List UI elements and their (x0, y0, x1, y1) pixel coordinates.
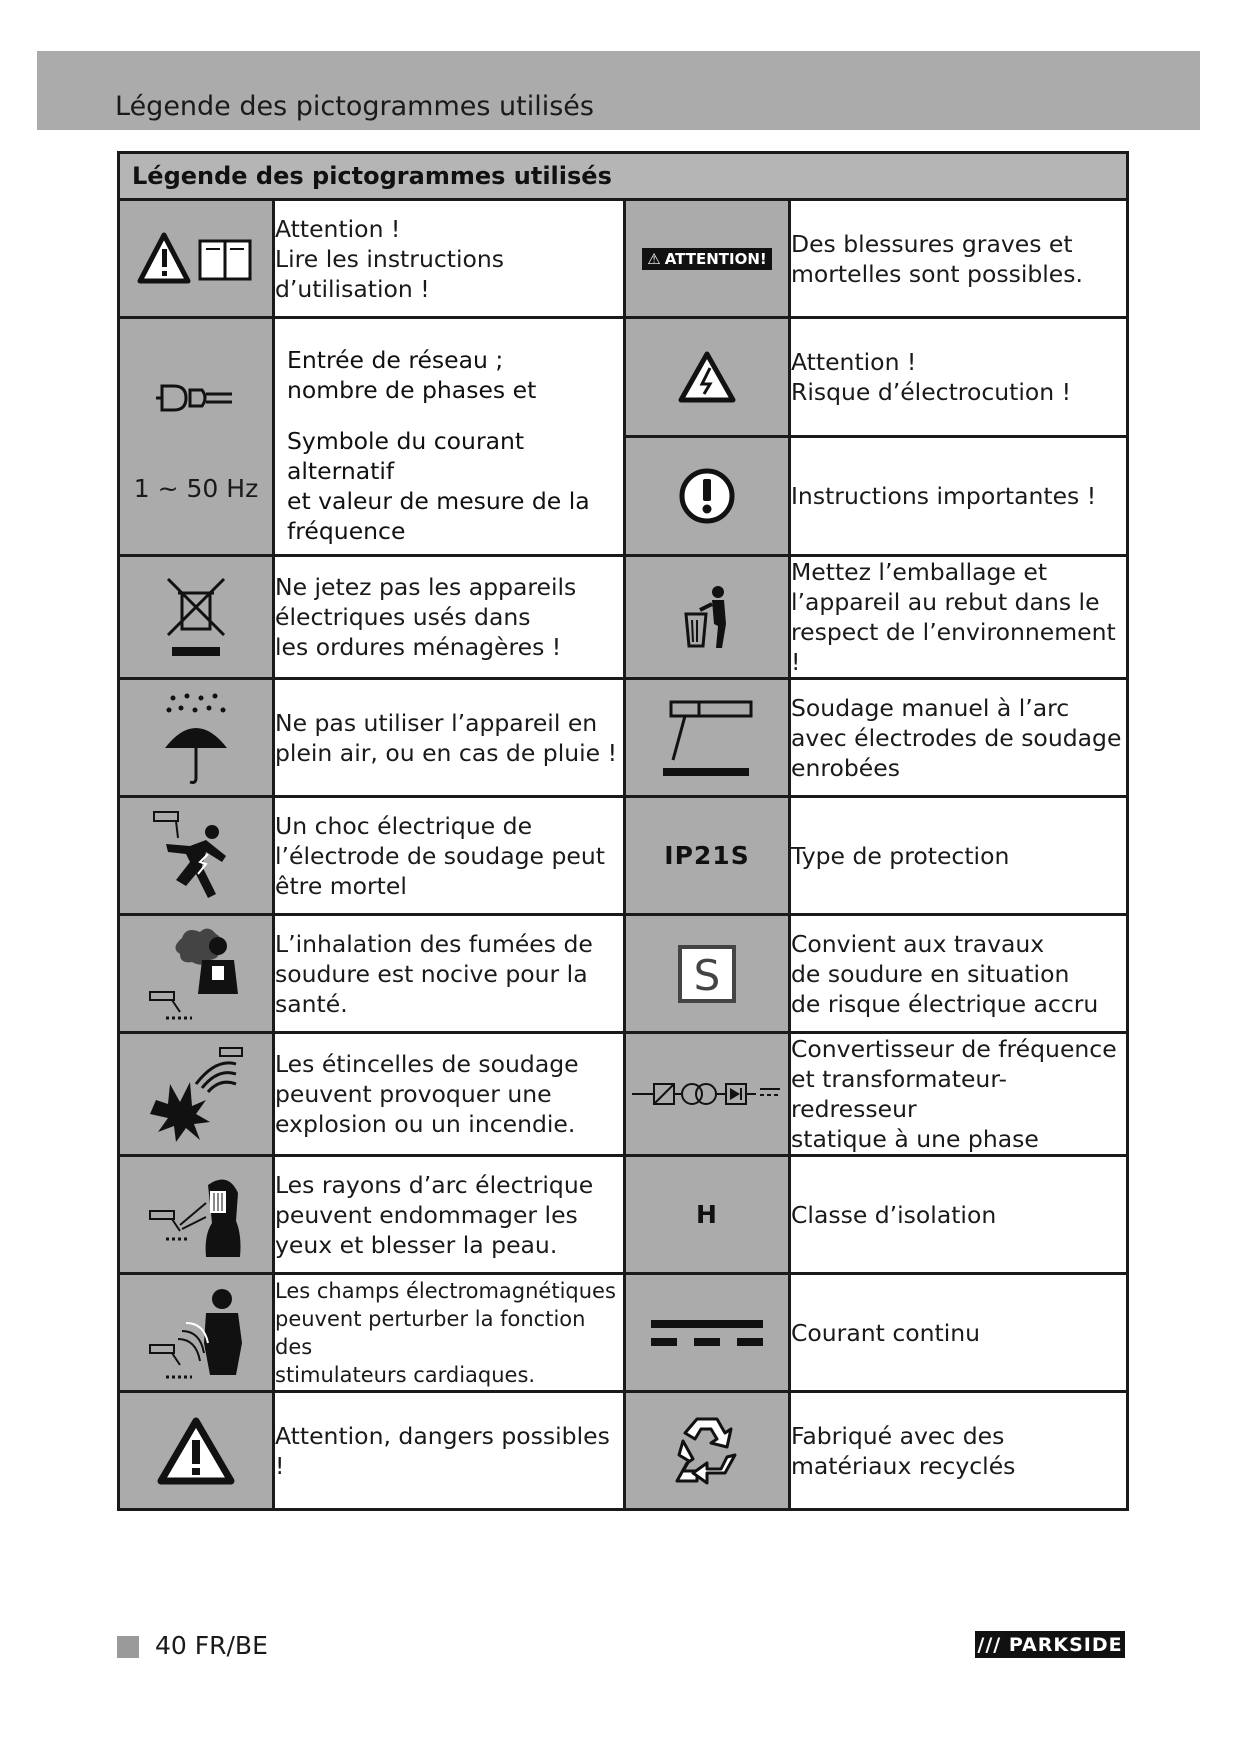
legend-table (117, 151, 1129, 1511)
sparks-explosion-icon (119, 1033, 274, 1156)
table-row (119, 679, 1128, 797)
legend-text: Convient aux travaux de soudure en situation de risque électrique accru (790, 915, 1128, 1033)
legend-text: Type de protection (790, 797, 1128, 915)
general-warning-icon (119, 1392, 274, 1510)
recycle-icon (625, 1392, 790, 1510)
legend-text: Entrée de réseau ; nombre de phases et Symbole du courant alternatif et valeur de mesure de la fréquence (274, 318, 625, 556)
table-row (119, 1156, 1128, 1274)
electric-shock-warning-icon (625, 318, 790, 437)
exclamation-circle-icon (625, 437, 790, 556)
legend-text: Attention, dangers possibles ! (274, 1392, 625, 1510)
person-bin-icon (625, 556, 790, 679)
mains-input-cell (119, 318, 274, 556)
protection-type-code: IP21S (625, 797, 790, 915)
table-row (119, 1274, 1128, 1392)
page-title: Légende des pictogrammes utilisés (115, 91, 594, 122)
legend-text: Courant continu (790, 1274, 1128, 1392)
arc-welding-electrode-icon (625, 679, 790, 797)
converter-symbol-icon (625, 1033, 790, 1156)
legend-text: Attention ! Risque d’électrocution ! (790, 318, 1128, 437)
electrode-shock-icon (119, 797, 274, 915)
brand-logo: /// PARKSIDE (975, 1631, 1125, 1658)
legend-text: Attention ! Lire les instructions d’utilisation ! (274, 200, 625, 318)
warning-and-manual-icon (119, 200, 274, 318)
table-row (119, 1392, 1128, 1510)
attention-badge-label: ATTENTION! (664, 249, 767, 268)
direct-current-icon (625, 1274, 790, 1392)
s-mark-icon (625, 915, 790, 1033)
crossed-bin-icon (119, 556, 274, 679)
legend-text: Les champs électromagnétiques peuvent perturber la fonction des stimulateurs cardiaques. (274, 1274, 625, 1392)
legend-text: Convertisseur de fréquence et transformateur-redresseur statique à une phase (790, 1033, 1128, 1156)
legend-text: Fabriqué avec des matériaux recyclés (790, 1392, 1128, 1510)
table-row (119, 797, 1128, 915)
table-row (119, 915, 1128, 1033)
legend-text: Des blessures graves et mortelles sont possibles. (790, 200, 1128, 318)
rain-umbrella-icon (119, 679, 274, 797)
mains-plug-icon (120, 380, 272, 416)
legend-text: Classe d’isolation (790, 1156, 1128, 1274)
insulation-class-code: H (625, 1156, 790, 1274)
legend-text: Soudage manuel à l’arc avec électrodes de soudage enrobées (790, 679, 1128, 797)
table-row (119, 556, 1128, 679)
legend-text: Instructions importantes ! (790, 437, 1128, 556)
legend-text: Un choc électrique de l’électrode de soudage peut être mortel (274, 797, 625, 915)
em-fields-icon (119, 1274, 274, 1392)
arc-rays-icon (119, 1156, 274, 1274)
attention-badge-icon: ⚠ ATTENTION! (625, 200, 790, 318)
welding-fumes-icon (119, 915, 274, 1033)
table-row (119, 318, 1128, 437)
table-row (119, 1033, 1128, 1156)
footer-marker (117, 1636, 139, 1658)
legend-text: L’inhalation des fumées de soudure est nocive pour la santé. (274, 915, 625, 1033)
legend-text: Ne jetez pas les appareils électriques usés dans les ordures ménagères ! (274, 556, 625, 679)
legend-text: Les rayons d’arc électrique peuvent endommager les yeux et blesser la peau. (274, 1156, 625, 1274)
svg-text:S: S (693, 950, 721, 1000)
legend-text: Ne pas utiliser l’appareil en plein air, ou en cas de pluie ! (274, 679, 625, 797)
frequency-label: 1 ~ 50 Hz (133, 473, 259, 503)
table-caption: Légende des pictogrammes utilisés (119, 153, 1128, 200)
header-band (37, 51, 1200, 130)
table-row (119, 200, 1128, 318)
legend-text: Les étincelles de soudage peuvent provoquer une explosion ou un incendie. (274, 1033, 625, 1156)
page-number: 40 FR/BE (155, 1631, 268, 1660)
legend-text: Mettez l’emballage et l’appareil au rebut dans le respect de l’environnement ! (790, 556, 1128, 679)
